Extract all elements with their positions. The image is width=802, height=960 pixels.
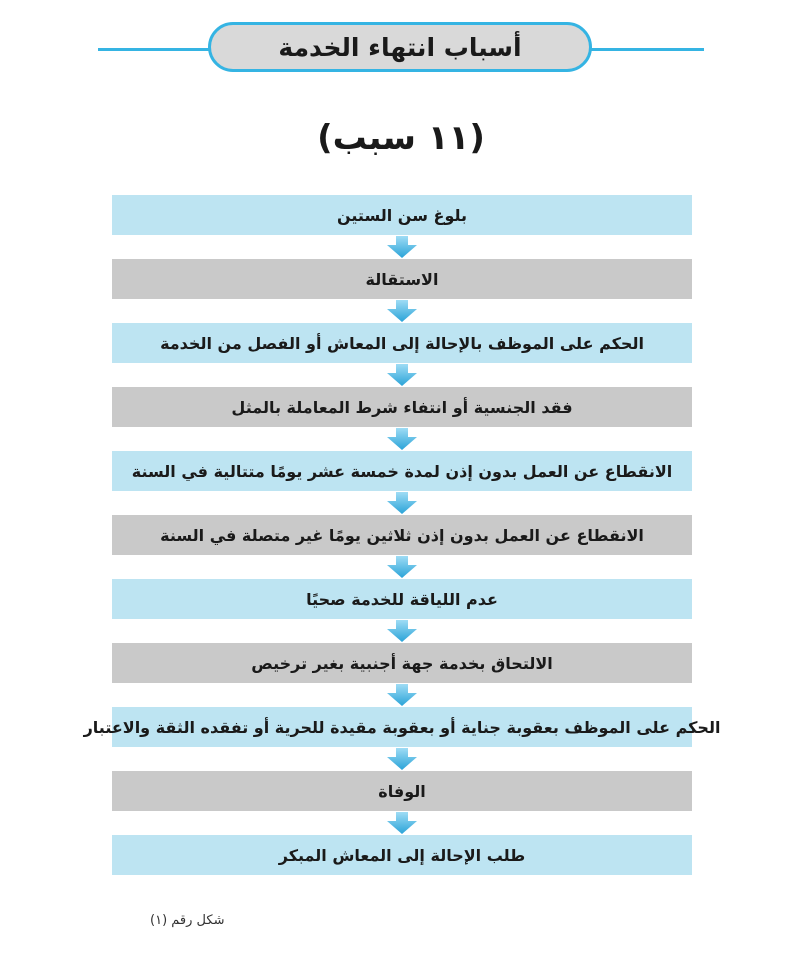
step-9: الحكم على الموظف بعقوبة جناية أو بعقوبة مقيدة للحرية أو تفقده الثقة والاعتبار [112,707,692,747]
down-arrow-icon [112,235,692,259]
flowchart [83,195,721,875]
step-8: الالتحاق بخدمة جهة أجنبية بغير ترخيص [112,643,692,683]
down-arrow-icon [112,427,692,451]
step-2: الاستقالة [112,259,692,299]
down-arrow-icon [112,299,692,323]
step-11: طلب الإحالة إلى المعاش المبكر [112,835,692,875]
down-arrow-icon [112,619,692,643]
step-6: الانقطاع عن العمل بدون إذن ثلاثين يومًا غير متصلة في السنة [112,515,692,555]
down-arrow-icon [112,683,692,707]
down-arrow-icon [112,363,692,387]
step-5: الانقطاع عن العمل بدون إذن لمدة خمسة عشر يومًا متتالية في السنة [112,451,692,491]
down-arrow-icon [112,747,692,771]
figure-caption: شكل رقم (١) [150,913,225,928]
step-10: الوفاة [112,771,692,811]
step-7: عدم اللياقة للخدمة صحيًا [112,579,692,619]
step-4: فقد الجنسية أو انتفاء شرط المعاملة بالمثل [112,387,692,427]
title-banner [98,22,704,74]
down-arrow-icon [112,811,692,835]
cause-count: (١١ سبب) [317,118,485,158]
down-arrow-icon [112,491,692,515]
step-1: بلوغ سن الستين [112,195,692,235]
down-arrow-icon [112,555,692,579]
page-title: أسباب انتهاء الخدمة [208,22,592,72]
step-3: الحكم على الموظف بالإحالة إلى المعاش أو الفصل من الخدمة [112,323,692,363]
